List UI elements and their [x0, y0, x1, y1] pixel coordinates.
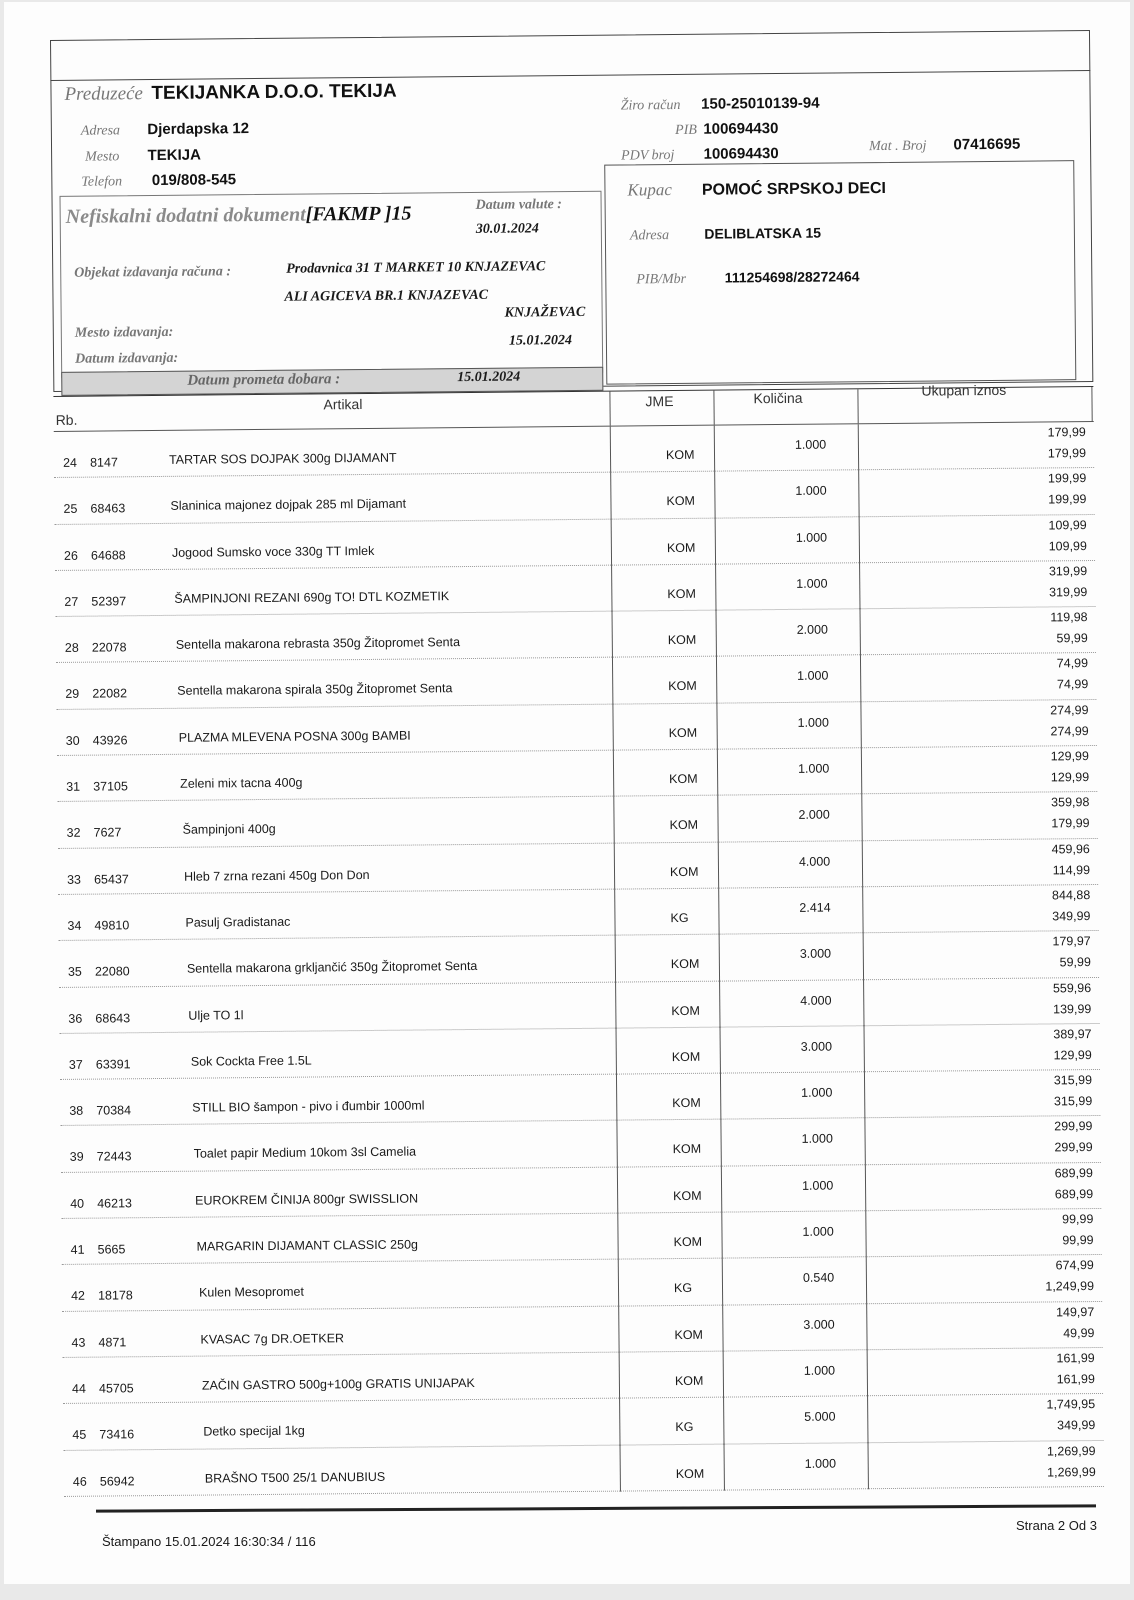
pib-row: [621, 120, 779, 140]
account-row: [621, 95, 820, 115]
item-name: TARTAR SOS DOJPAK 300g DIJAMANT: [168, 450, 397, 467]
quantity: 5.000: [804, 1409, 836, 1425]
pib-label: PIB: [675, 122, 697, 139]
row-number: 37: [68, 1057, 83, 1072]
item-code: 63391: [95, 1057, 131, 1072]
item-name: PLAZMA MLEVENA POSNA 300g BAMBI: [178, 728, 411, 745]
line-total: 119,98: [1050, 610, 1088, 625]
company-address-row: [81, 120, 249, 140]
line-total: 315,99: [1053, 1073, 1093, 1088]
row-number: 36: [68, 1011, 83, 1026]
row-number: 42: [70, 1289, 86, 1304]
unit: KOM: [668, 725, 698, 740]
line-total: 274,99: [1050, 702, 1089, 718]
item-code: 72443: [96, 1149, 132, 1165]
row-number: 25: [63, 502, 78, 517]
line-total: 674,99: [1055, 1258, 1094, 1273]
buyer-name: POMOĆ SRPSKOJ DECI: [701, 179, 887, 199]
company-account: 150-25010139-94: [701, 94, 820, 113]
unit-price: 689,99: [1054, 1186, 1094, 1202]
quantity: 1.000: [801, 1131, 833, 1147]
line-total: 319,99: [1048, 563, 1088, 579]
buyer-address-label: Adresa: [629, 228, 670, 244]
issue-date: 15.01.2024: [508, 333, 572, 349]
item-code: 65437: [93, 871, 129, 887]
unit: KG: [675, 1420, 694, 1435]
item-code: 70384: [96, 1103, 132, 1118]
item-code: 43926: [92, 733, 128, 748]
item-name: Kulen Mesopromet: [198, 1284, 305, 1300]
item-code: 4871: [98, 1334, 127, 1350]
quantity: 2.000: [796, 622, 829, 638]
row-number: 41: [70, 1242, 85, 1257]
unit-price: 129,99: [1053, 1047, 1092, 1063]
invoice: [50, 30, 1096, 1489]
company-city-row: [85, 147, 201, 166]
pdv-label: PDV broj: [621, 148, 675, 164]
row-number: 24: [62, 455, 78, 470]
quantity: 2.414: [799, 900, 831, 915]
item-code: 68643: [95, 1010, 131, 1026]
unit-price: 114,99: [1052, 862, 1091, 878]
unit: KOM: [667, 586, 696, 601]
item-name: Sentella makarona rebrasta 350g Žitopromet Senta: [175, 635, 461, 653]
line-total: 99,99: [1062, 1212, 1094, 1227]
object-line1: Prodavnica 31 T MARKET 10 KNJAZEVAC: [286, 259, 546, 277]
line-total: 559,96: [1052, 980, 1092, 995]
item-name: Pasulj Gradistanac: [185, 914, 291, 930]
object-label: Objekat izdavanja računa :: [74, 264, 232, 281]
unit-price: 161,99: [1056, 1371, 1095, 1387]
document-page: [4, 2, 1130, 1584]
footer-rule: [96, 1504, 1096, 1512]
row-number: 31: [66, 779, 81, 794]
item-name: ŠAMPINJONI REZANI 690g TO! DTL KOZMETIK: [174, 589, 450, 606]
unit-price: 59,99: [1059, 955, 1091, 970]
item-code: 45705: [98, 1381, 134, 1396]
unit: KOM: [667, 633, 697, 648]
buyer-address-row: [630, 225, 821, 245]
row-number: 35: [67, 965, 82, 980]
quantity: 1.000: [797, 761, 830, 776]
object-line2: ALI AGICEVA BR.1 KNJAZEVAC: [284, 287, 489, 305]
row-number: 44: [71, 1381, 86, 1396]
unit-price: 315,99: [1053, 1094, 1093, 1109]
line-total: 109,99: [1048, 517, 1087, 533]
item-code: 18178: [97, 1288, 133, 1303]
unit: KOM: [673, 1188, 702, 1203]
unit-price: 299,99: [1054, 1140, 1093, 1155]
item-code: 56942: [99, 1473, 135, 1489]
item-code: 73416: [99, 1427, 135, 1442]
line-total: 844,88: [1051, 888, 1091, 903]
quantity: 3.000: [803, 1317, 835, 1332]
line-total: 689,99: [1054, 1165, 1093, 1181]
item-name: Ulje TO 1l: [188, 1007, 244, 1023]
unit: KOM: [674, 1327, 704, 1342]
unit: KOM: [666, 540, 696, 555]
item-code: 22078: [91, 640, 127, 655]
row-number: 40: [70, 1196, 85, 1211]
page-number: Strana 2 Od 3: [1016, 1518, 1097, 1533]
buyer-pib: 111254698/28272464: [724, 268, 860, 286]
quantity: 1.000: [796, 576, 828, 591]
unit-price: 99,99: [1062, 1233, 1094, 1248]
unit: KOM: [670, 957, 700, 972]
item-name: Zeleni mix tacna 400g: [180, 775, 303, 791]
quantity: 1.000: [795, 483, 827, 499]
line-total: 149,97: [1055, 1304, 1095, 1320]
line-total: 199,99: [1047, 471, 1087, 486]
item-name: Sentella makarona grkljančić 350g Žitopromet Senta: [186, 959, 478, 976]
row-number: 43: [71, 1335, 86, 1350]
item-code: 22082: [92, 686, 128, 702]
unit-price: 179,99: [1051, 816, 1090, 831]
company-row: [64, 81, 396, 106]
unit: KG: [670, 910, 689, 926]
row-number: 45: [72, 1427, 87, 1443]
row-number: 34: [67, 918, 82, 933]
item-code: 37105: [93, 779, 129, 794]
company-phone: 019/808-545: [151, 171, 237, 190]
unit-price: 139,99: [1053, 1001, 1092, 1016]
unit-price: 179,99: [1047, 446, 1087, 461]
item-name: KVASAC 7g DR.OETKER: [200, 1330, 345, 1347]
header-rb: Rb.: [55, 411, 78, 428]
unit-price: 349,99: [1057, 1418, 1096, 1433]
unit-price: 319,99: [1049, 584, 1088, 600]
document-title-prefix: Nefiskalni dodatni dokument: [65, 203, 306, 228]
quantity: 1.000: [803, 1363, 836, 1378]
item-name: Sentella makarona spirala 350g Žitopromet Senta: [177, 681, 453, 699]
company-city: TEKIJA: [147, 146, 201, 165]
unit-price: 1,249,99: [1045, 1279, 1095, 1294]
quantity: 1.000: [801, 1178, 834, 1193]
quantity: 4.000: [800, 993, 832, 1008]
due-date-label: Datum valute :: [475, 197, 563, 213]
item-code: 7627: [93, 825, 122, 840]
due-date: 30.01.2024: [475, 221, 539, 237]
quantity: 3.000: [799, 946, 832, 962]
item-name: BRAŠNO T500 25/1 DANUBIUS: [204, 1469, 386, 1486]
row-number: 30: [65, 733, 80, 748]
company-mat: 07416695: [953, 135, 1021, 154]
item-code: 8147: [89, 455, 118, 470]
item-name: STILL BIO šampon - pivo i đumbir 1000ml: [192, 1098, 425, 1115]
company-address: Djerdapska 12: [147, 120, 250, 139]
unit: KOM: [671, 1003, 700, 1018]
header-iznos: Ukupan iznos: [921, 381, 1007, 399]
items-table: [53, 381, 1104, 1497]
line-total: 179,99: [1047, 425, 1086, 440]
quantity: 1.000: [801, 1085, 833, 1100]
item-code: 64688: [90, 547, 126, 563]
unit: KOM: [666, 494, 696, 509]
line-total: 389,97: [1053, 1026, 1092, 1042]
quantity: 4.000: [798, 854, 831, 869]
line-total: 179,97: [1052, 934, 1091, 949]
item-code: 52397: [91, 594, 127, 609]
line-total: 74,99: [1056, 656, 1089, 671]
item-name: ZAČIN GASTRO 500g+100g GRATIS UNIJAPAK: [201, 1375, 475, 1393]
address-label: Adresa: [80, 123, 121, 139]
turnover-date: 15.01.2024: [457, 369, 521, 386]
company-label: Preduzeće: [64, 83, 144, 105]
col-divider: [1091, 387, 1092, 421]
quantity: 3.000: [800, 1039, 833, 1054]
col-divider: [609, 392, 610, 426]
company-pib: 100694430: [703, 120, 779, 138]
line-total: 1,749,95: [1046, 1397, 1096, 1412]
unit-price: 1,269,99: [1047, 1464, 1096, 1480]
unit-price: 349,99: [1052, 909, 1091, 924]
buyer-name-row: [627, 178, 886, 200]
header-kolicina: Količina: [753, 389, 803, 407]
item-name: Jogood Sumsko voce 330g TT Imlek: [171, 543, 375, 560]
unit-price: 109,99: [1048, 538, 1087, 554]
unit: KOM: [675, 1466, 705, 1481]
quantity: 1.000: [794, 437, 827, 452]
buyer-pib-label: PIB/Mbr: [636, 271, 687, 288]
header-artikal: Artikal: [323, 396, 363, 413]
place-of-issue: KNJAŽEVAC: [504, 304, 586, 321]
row-number: 32: [66, 826, 81, 841]
item-name: Šampinjoni 400g: [182, 822, 276, 838]
unit: KOM: [669, 771, 698, 787]
buyer-pib-row: [636, 268, 859, 288]
line-total: 299,99: [1054, 1119, 1093, 1134]
phone-label: Telefon: [81, 174, 123, 190]
quantity: 2.000: [798, 807, 830, 823]
item-name: Slaninica majonez dojpak 285 ml Dijamant: [170, 496, 407, 514]
document-title: [66, 203, 412, 229]
row-number: 38: [69, 1103, 84, 1119]
unit: KOM: [669, 864, 699, 879]
quantity: 1.000: [797, 669, 829, 684]
row-number: 28: [64, 640, 79, 656]
quantity: 1.000: [804, 1456, 837, 1471]
unit-price: 129,99: [1050, 770, 1090, 785]
unit: KOM: [669, 818, 699, 833]
company-pdv: 100694430: [703, 145, 779, 163]
item-code: 22080: [94, 964, 130, 979]
buyer-address: DELIBLATSKA 15: [704, 224, 822, 242]
line-total: 129,99: [1050, 749, 1089, 764]
document-code: [FAKMP ]15: [305, 202, 412, 226]
row-number: 39: [69, 1150, 84, 1165]
line-total: 1,269,99: [1046, 1443, 1096, 1459]
unit: KOM: [672, 1142, 702, 1157]
row-number: 46: [72, 1474, 87, 1489]
unit-price: 274,99: [1050, 723, 1089, 739]
item-name: EUROKREM ČINIJA 800gr SWISSLION: [195, 1191, 419, 1208]
unit-price: 49,99: [1063, 1325, 1095, 1340]
unit: KOM: [673, 1234, 703, 1250]
unit: KOM: [674, 1373, 704, 1389]
item-name: MARGARIN DIJAMANT CLASSIC 250g: [196, 1237, 419, 1254]
row-number: 27: [64, 594, 79, 609]
unit: KOM: [668, 679, 697, 694]
col-divider: [713, 391, 714, 425]
unit-price: 199,99: [1048, 492, 1087, 507]
row-number: 29: [65, 687, 80, 702]
header-jme: JME: [645, 393, 674, 410]
item-code: 46213: [97, 1196, 133, 1211]
mat-label: Mat . Broj: [868, 138, 927, 155]
city-label: Mesto: [85, 149, 120, 165]
turnover-label: Datum prometa dobara :: [187, 371, 341, 389]
company-phone-row: [81, 171, 236, 190]
item-code: 68463: [90, 501, 126, 516]
col-divider: [857, 389, 858, 423]
quantity: 1.000: [795, 530, 828, 545]
pdv-row: [621, 145, 779, 165]
row-number: 33: [66, 872, 82, 887]
line-total: 359,98: [1051, 795, 1090, 810]
quantity: 0.540: [802, 1270, 835, 1286]
item-name: Detko specijal 1kg: [203, 1423, 305, 1439]
account-label: Žiro račun: [620, 97, 681, 114]
quantity: 1.000: [802, 1224, 834, 1239]
item-code: 49810: [94, 918, 130, 933]
unit-price: 59,99: [1056, 631, 1088, 646]
item-name: Hleb 7 zrna rezani 450g Don Don: [183, 867, 370, 884]
printed-timestamp: Štampano 15.01.2024 16:30:34 / 116: [102, 1534, 316, 1549]
row-number: 26: [63, 548, 78, 563]
unit: KG: [673, 1281, 693, 1296]
unit-price: 74,99: [1056, 677, 1089, 692]
table-row: [64, 1440, 1104, 1496]
item-name: Sok Cockta Free 1.5L: [190, 1053, 312, 1069]
line-total: 161,99: [1056, 1350, 1095, 1366]
quantity: 1.000: [797, 715, 829, 730]
unit: KOM: [665, 447, 695, 463]
line-total: 459,96: [1051, 841, 1090, 857]
unit: KOM: [671, 1049, 701, 1064]
buyer-label: Kupac: [627, 180, 672, 200]
company-name: TEKIJANKA D.O.O. TEKIJA: [151, 80, 397, 105]
issue-label: Datum izdavanja:: [74, 350, 179, 367]
mat-row: [869, 136, 1020, 155]
place-label: Mesto izdavanja:: [74, 324, 174, 341]
item-code: 5665: [97, 1242, 126, 1257]
item-name: Toalet papir Medium 10kom 3sl Camelia: [193, 1144, 417, 1162]
table-body: [54, 422, 1104, 1497]
unit: KOM: [672, 1095, 701, 1111]
